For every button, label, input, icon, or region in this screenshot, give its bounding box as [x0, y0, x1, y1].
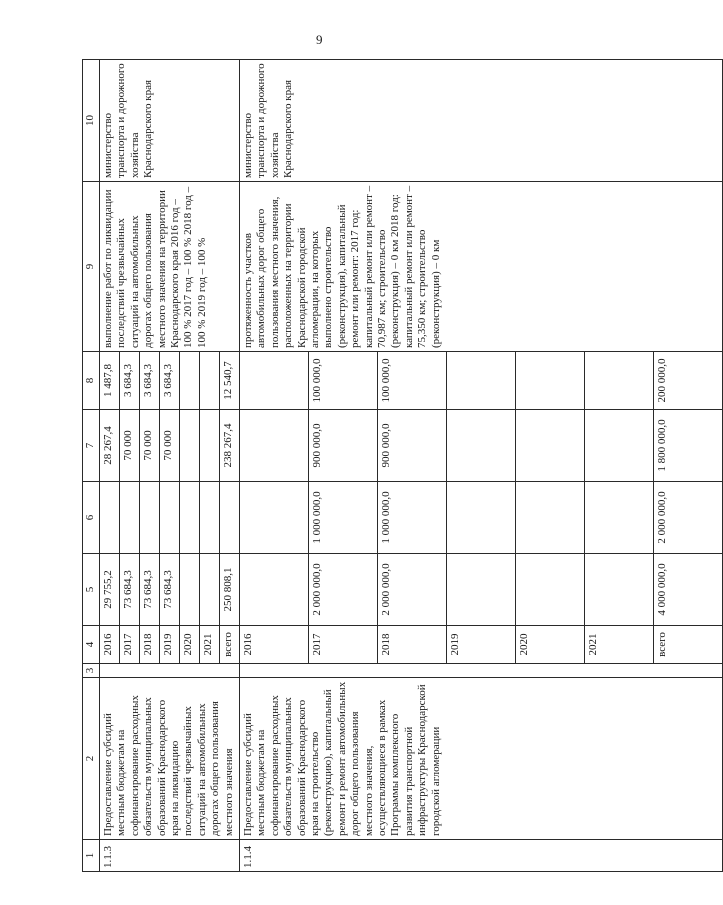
year-cell: 2017 — [309, 626, 378, 664]
regional-cell — [180, 410, 200, 482]
year-cell: 2016 — [240, 626, 309, 664]
year-cell: 2021 — [585, 626, 654, 664]
table-rotated-wrapper — [82, 60, 668, 872]
regional-cell: 70 000 — [120, 410, 140, 482]
local-cell: 100 000,0 — [378, 352, 447, 410]
regional-cell: 28 267,4 — [100, 410, 120, 482]
local-cell: 3 684,3 — [160, 352, 180, 410]
year-cell: всего — [654, 626, 723, 664]
local-cell — [447, 352, 516, 410]
total-cell — [180, 554, 200, 626]
federal-cell: 1 000 000,0 — [309, 482, 378, 554]
regional-cell: 70 000 — [140, 410, 160, 482]
federal-cell — [160, 482, 180, 554]
column-3-cell — [240, 664, 723, 678]
column-3-cell — [100, 664, 240, 678]
regional-cell: 1 800 000,0 — [654, 410, 723, 482]
local-cell: 200 000,0 — [654, 352, 723, 410]
local-cell: 100 000,0 — [309, 352, 378, 410]
table-row — [240, 60, 309, 872]
federal-cell — [585, 482, 654, 554]
program-measures-table — [82, 59, 723, 872]
total-cell: 2 000 000,0 — [309, 554, 378, 626]
table-row — [100, 60, 120, 872]
executor-cell: министерство транспорта и дорожного хозяйства Краснодарского края — [100, 60, 240, 182]
year-cell: 2017 — [120, 626, 140, 664]
local-cell: 12 540,7 — [220, 352, 240, 410]
header-cell: 7 — [83, 410, 100, 482]
header-cell: 10 — [83, 60, 100, 182]
year-cell: 2018 — [140, 626, 160, 664]
page-number: 9 — [316, 32, 323, 47]
local-cell: 3 684,3 — [140, 352, 160, 410]
federal-cell — [120, 482, 140, 554]
result-cell: протяженность участков автомобильных дорог общего пользования местного значения, расположенных на территории Краснодарской городской агломерации, на которых выполнено строительство (реконструкция), капитальный ремонт или ремонт: 2017 год: капитальный ремонт или ремонт – 70,987 км; строительство (реконструкция) – 0 км 2018 год: капитальный ремонт или ремонт – 75,350 км; строительство (реконструкция) – 0 км — [240, 182, 723, 352]
federal-cell — [516, 482, 585, 554]
total-cell: 73 684,3 — [140, 554, 160, 626]
measure-title: Предоставление субсидий местным бюджетам на софинансирование расходных обязательств муниципальных образований Краснодарского края на строительство (реконструкцию), капитальный ремонт и ремонт автомобильных дорог общего пользования местного значения, осуществляющиеся в рамках Программы комплексного развития транспортной инфраструктуры Краснодарской городской агломерации — [240, 678, 723, 840]
total-cell: 4 000 000,0 — [654, 554, 723, 626]
regional-cell — [240, 410, 309, 482]
federal-cell — [100, 482, 120, 554]
executor-cell: министерство транспорта и дорожного хозяйства Краснодарского края — [240, 60, 723, 182]
header-cell: 2 — [83, 678, 100, 840]
total-cell: 250 808,1 — [220, 554, 240, 626]
year-cell: 2020 — [516, 626, 585, 664]
header-cell: 3 — [83, 664, 100, 678]
local-cell — [200, 352, 220, 410]
header-cell: 5 — [83, 554, 100, 626]
local-cell: 3 684,3 — [120, 352, 140, 410]
federal-cell — [220, 482, 240, 554]
regional-cell: 900 000,0 — [309, 410, 378, 482]
total-cell — [585, 554, 654, 626]
year-cell: 2021 — [200, 626, 220, 664]
federal-cell — [180, 482, 200, 554]
result-cell: выполнение работ по ликвидации последствий чрезвычайных ситуаций на автомобильных дорогах общего пользования местного значения на территории Краснодарского края 2016 год – 100 % 2017 год – 100 % 2018 год – 100 % 2019 год – 100 % — [100, 182, 240, 352]
local-cell — [585, 352, 654, 410]
federal-cell — [447, 482, 516, 554]
local-cell — [516, 352, 585, 410]
header-cell: 9 — [83, 182, 100, 352]
measure-code: 1.1.3 — [100, 840, 240, 872]
year-cell: 2019 — [160, 626, 180, 664]
regional-cell — [585, 410, 654, 482]
regional-cell — [516, 410, 585, 482]
local-cell: 1 487,8 — [100, 352, 120, 410]
measure-title: Предоставление субсидий местным бюджетам на софинансирование расходных обязательств муниципальных образований Краснодарского края на ликвидацию последствий чрезвычайных ситуаций на автомобильных дорогах общего пользования местного значения — [100, 678, 240, 840]
total-cell — [200, 554, 220, 626]
year-cell: 2016 — [100, 626, 120, 664]
federal-cell: 1 000 000,0 — [378, 482, 447, 554]
table-landscape-frame — [82, 60, 668, 872]
year-cell: всего — [220, 626, 240, 664]
regional-cell — [447, 410, 516, 482]
header-cell: 6 — [83, 482, 100, 554]
header-cell: 8 — [83, 352, 100, 410]
federal-cell — [200, 482, 220, 554]
total-cell — [516, 554, 585, 626]
header-cell: 1 — [83, 840, 100, 872]
local-cell — [180, 352, 200, 410]
total-cell: 29 755,2 — [100, 554, 120, 626]
year-cell: 2020 — [180, 626, 200, 664]
header-row — [83, 60, 100, 872]
regional-cell: 238 267,4 — [220, 410, 240, 482]
measure-code: 1.1.4 — [240, 840, 723, 872]
year-cell: 2019 — [447, 626, 516, 664]
federal-cell — [240, 482, 309, 554]
regional-cell — [200, 410, 220, 482]
total-cell: 73 684,3 — [120, 554, 140, 626]
year-cell: 2018 — [378, 626, 447, 664]
total-cell — [447, 554, 516, 626]
total-cell — [240, 554, 309, 626]
total-cell: 2 000 000,0 — [378, 554, 447, 626]
local-cell — [240, 352, 309, 410]
total-cell: 73 684,3 — [160, 554, 180, 626]
federal-cell — [140, 482, 160, 554]
federal-cell: 2 000 000,0 — [654, 482, 723, 554]
regional-cell: 70 000 — [160, 410, 180, 482]
header-cell: 4 — [83, 626, 100, 664]
regional-cell: 900 000,0 — [378, 410, 447, 482]
